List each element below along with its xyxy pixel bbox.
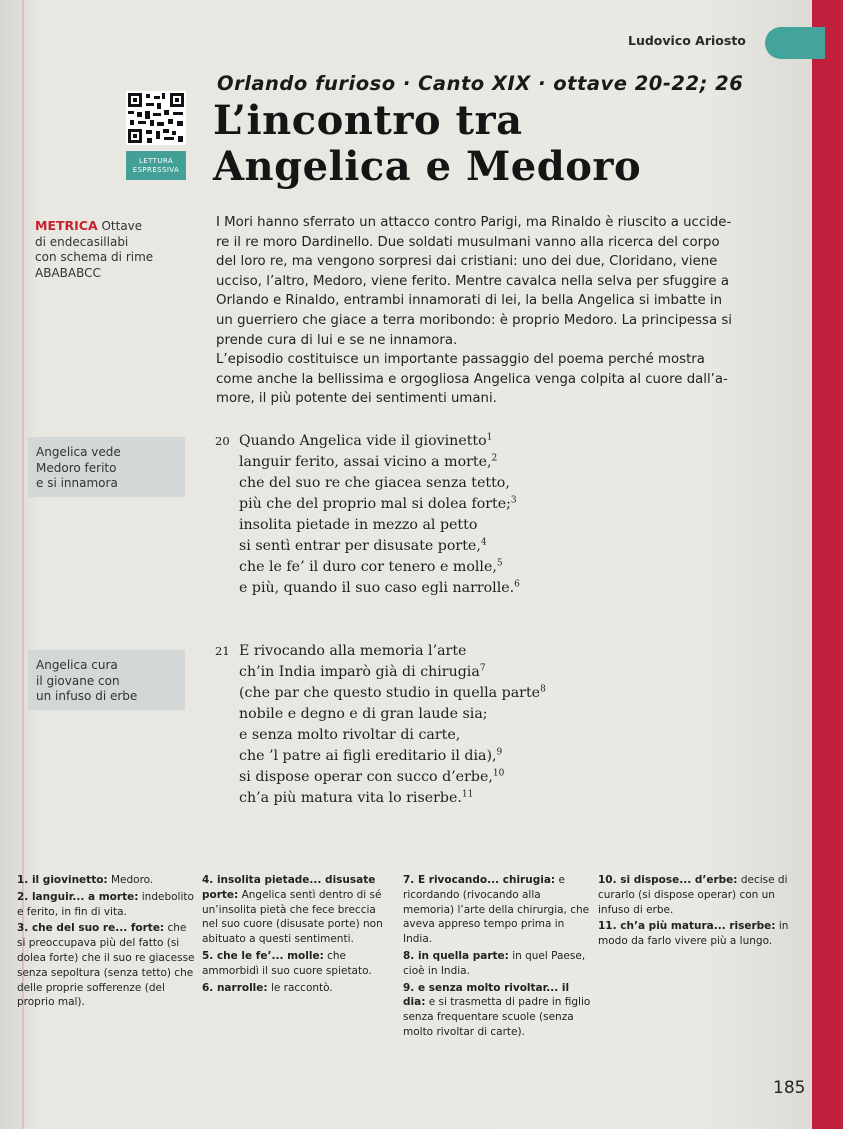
badge-line-2: ESPRESSIVA [132,166,180,174]
note-ref: 10 [492,768,505,779]
footnote: 10. si dispose... d’erbe: decise di curarlo (si dispose operar) con un infuso di erbe. [598,874,788,916]
section-tab [765,27,825,59]
sidebox-line: Medoro ferito [36,460,117,475]
verse-line: (che par che questo studio in quella parte [239,685,541,701]
intro-line: come anche la bellissima e orgogliosa Angelica venga colpita al cuore dall’a- [216,371,728,387]
note-ref: 2 [491,453,498,464]
stanza-20 [215,431,520,599]
footnotes-column-1 [17,873,195,1012]
stanza-number: 21 [215,644,230,658]
sidebox-angelica-vede [28,437,185,497]
lettura-espressiva-badge [126,151,186,180]
page-title-line-1: L’incontro tra [213,97,523,144]
footnote: 5. che le fe’... molle: che ammorbidì il suo cuore spietato. [202,949,372,977]
note-ref: 8 [540,684,546,695]
verse-line: E rivocando alla memoria l’arte [239,643,467,659]
verse-line: e più, quando il suo caso egli narrolle. [239,580,515,596]
footnote: 9. e senza molto rivoltar... il dia: e si trasmetta di padre in figlio senza frequentare scuole (senza molto rivoltar di carte). [403,981,591,1038]
stanza-number: 20 [215,434,230,448]
verse-line: ch’a più matura vita lo riserbe. [239,790,462,806]
sidebox-line: Angelica vede [36,445,121,459]
metrica-box [35,218,210,281]
note-ref: 6 [514,579,520,590]
verse-line: ch’in India imparò già di chirugia [239,664,480,680]
note-ref: 3 [510,495,517,506]
qr-code[interactable] [126,91,186,145]
sidebox-line: e si innamora [36,476,118,490]
verse-line: languir ferito, assai vicino a morte, [239,454,492,470]
sidebox-line: Angelica cura [36,658,118,672]
footnote: 6. narrolle: le raccontò. [202,981,333,994]
note-ref: 7 [479,663,486,674]
sidebox-line: un infuso di erbe [36,689,138,703]
intro-line: more, il più potente dei sentimenti umani. [216,391,497,407]
metrica-line-1: Ottave [101,219,143,233]
footnotes-column-2 [202,873,390,997]
footnote: 3. che del suo re... forte: che si preoccupava più del fatto (si dolea forte) che il suo re giacesse senza sepoltura (senza tetto) che delle proprie sofferenze (del proprio mal). [17,922,195,1009]
sidebox-line: il giovane con [36,673,120,688]
metrica-line-2: di endecasillabi [35,234,129,249]
footnote: 7. E rivocando... chirugia: e ricordando (rivocando alla memoria) l’arte della chirurgia, che aveva appreso tempo prima in India. [403,874,590,946]
intro-line: del loro re, ma vengono sorpresi dai cristiani: uno dei due, Cloridano, viene [216,254,718,270]
stanza-21 [215,641,546,809]
note-ref: 4 [480,537,487,548]
verse-line: che le fe’ il duro cor tenero e molle, [239,559,497,575]
intro-line: un guerriero che giace a terra moribondo: è proprio Medoro. La principessa si [216,312,732,328]
work-subtitle: Orlando furioso · Canto XIX · ottave 20-22; 26 [217,72,744,95]
verse-line: insolita pietade in mezzo al petto [239,517,478,533]
page-number: 185 [773,1078,806,1098]
intro-line: ucciso, l’altro, Medoro, viene ferito. Mentre cavalca nella selva per sfuggire a [216,273,729,289]
metrica-line-4: ABABABCC [35,265,101,280]
note-ref: 1 [486,432,493,443]
metrica-label: METRICA [35,218,98,233]
verse-line: nobile e degno e di gran laude sia; [239,706,488,722]
intro-line: I Mori hanno sferrato un attacco contro Parigi, ma Rinaldo è riuscito a uccide- [216,215,732,230]
footnote: 2. languir... a morte: indebolito e ferito, in fin di vita. [17,890,194,918]
footnote: 4. insolita pietade... disusate porte: Angelica sentì dentro di sé un’insolita pietà che fece breccia nel suo cuore (disusate porte) non abituato a questi sentimenti. [202,874,383,946]
badge-line-1: LETTURA [138,157,174,165]
verse-line: si sentì entrar per disusate porte, [239,538,481,554]
intro-line: re il re moro Dardinello. Due soldati musulmani vanno alla ricerca del corpo [216,234,720,250]
footnote: 1. il giovinetto: Medoro. [17,874,154,886]
verse-line: e senza molto rivoltar di carte, [239,727,461,743]
footnote: 8. in quella parte: in quel Paese, cioè in India. [403,949,586,977]
footnotes-column-4 [598,873,798,951]
intro-paragraph [216,213,768,409]
verse-line: si dispose operar con succo d’erbe, [239,769,493,785]
note-ref: 5 [496,558,503,569]
verse-line: Quando Angelica vide il giovinetto [239,433,487,449]
verse-line: che ’l patre ai figli ereditario il dia), [239,748,497,764]
intro-line: L’episodio costituisce un importante passaggio del poema perché mostra [216,352,705,368]
note-ref: 11 [461,789,474,800]
metrica-line-3: con schema di rime [35,250,154,264]
intro-line: prende cura di lui e se ne innamora. [216,332,458,348]
intro-line: Orlando e Rinaldo, entrambi innamorati di lei, la bella Angelica si imbatte in [216,293,723,309]
footnote: 11. ch’a più matura... riserbe: in modo da farlo vivere più a lungo. [598,920,789,948]
verse-line: più che del proprio mal si dolea forte; [239,496,511,512]
note-ref: 9 [496,747,503,758]
author-name: Ludovico Ariosto [628,33,746,48]
footnotes-column-3 [403,873,591,1042]
sidebox-angelica-cura [28,650,185,710]
verse-line: che del suo re che giacea senza tetto, [239,475,510,491]
page-title-line-2: Angelica e Medoro [213,143,642,190]
